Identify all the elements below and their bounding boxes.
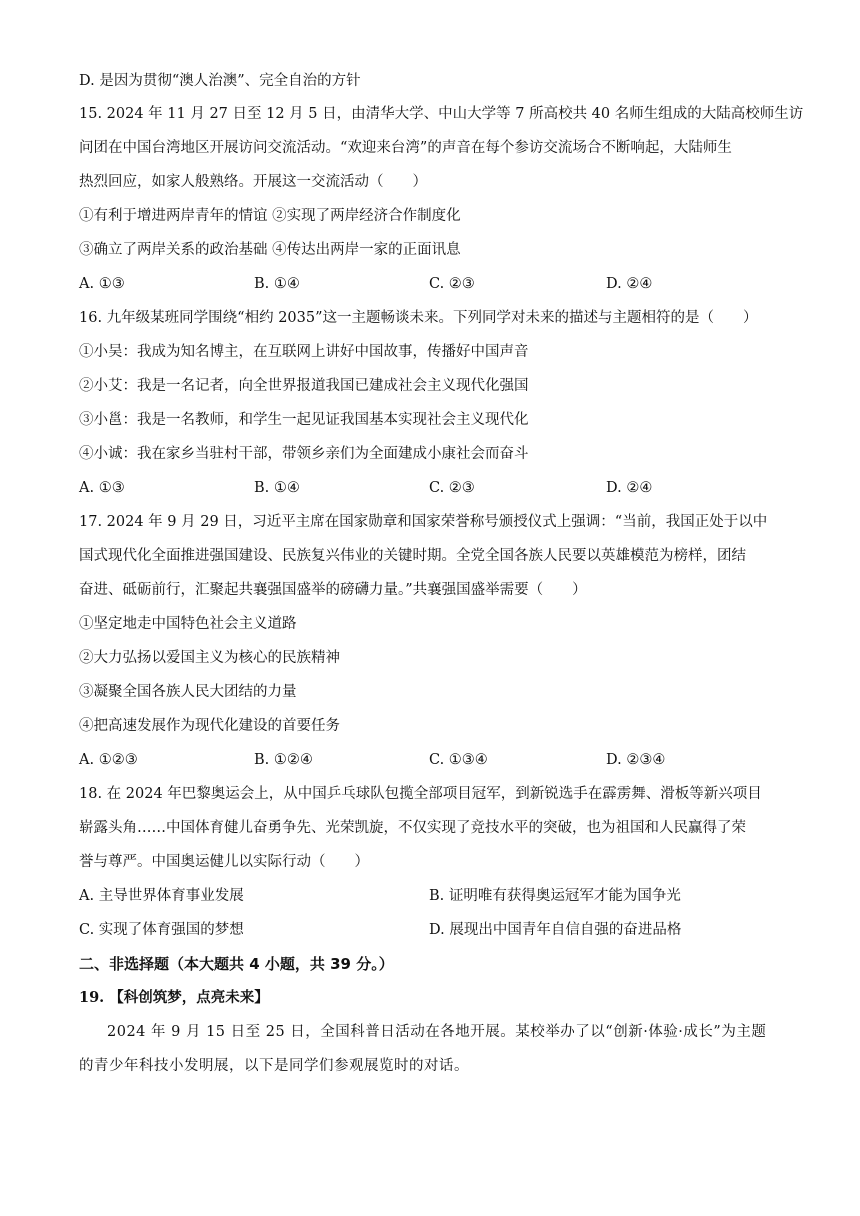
q18-stem-line-1: 18. 在 2024 年巴黎奥运会上，从中国乒乓球队包揽全部项目冠军，到新锐选手在霹雳舞、滑板等新兴项目 (79, 786, 762, 802)
q17-option-a[interactable]: A. ①②③ (79, 752, 138, 768)
q19-para-line-2: 的青少年科技小发明展，以下是同学们参观展览时的对话。 (79, 1058, 469, 1074)
q15-option-b[interactable]: B. ①④ (254, 276, 300, 292)
section-2-title: 二、非选择题（本大题共 4 小题，共 39 分。） (79, 955, 394, 973)
q17-stem-line-3: 奋进、砥砺前行，汇聚起共襄强国盛举的磅礴力量。”共襄强国盛举需要（ ） (79, 582, 587, 598)
q17-item-3: ③凝聚全国各族人民大团结的力量 (79, 684, 297, 700)
q17-option-d[interactable]: D. ②③④ (606, 752, 666, 768)
q15-stem-line-3: 热烈回应，如家人般熟络。开展这一交流活动（ ） (79, 174, 427, 190)
q16-item-1: ①小吴：我成为知名博主，在互联网上讲好中国故事，传播好中国声音 (79, 344, 529, 360)
q16-option-b[interactable]: B. ①④ (254, 480, 300, 496)
q19-para-line-1: 2024 年 9 月 15 日至 25 日，全国科普日活动在各地开展。某校举办了以“创新·体验·成长”为主题 (107, 1024, 767, 1040)
q17-option-c[interactable]: C. ①③④ (429, 752, 488, 768)
q18-option-d[interactable]: D. 展现出中国青年自信自强的奋进品格 (429, 922, 682, 938)
q18-stem-line-2: 崭露头角……中国体育健儿奋勇争先、光荣凯旋，不仅实现了竞技水平的突破，也为祖国和人民赢得了荣 (79, 820, 746, 836)
q16-item-2: ②小艾：我是一名记者，向全世界报道我国已建成社会主义现代化强国 (79, 378, 529, 394)
q15-item-line-1: ①有利于增进两岸青年的情谊 ②实现了两岸经济合作制度化 (79, 208, 461, 224)
q18-option-b[interactable]: B. 证明唯有获得奥运冠军才能为国争光 (429, 888, 681, 904)
q15-option-a[interactable]: A. ①③ (79, 276, 125, 292)
q18-option-a[interactable]: A. 主导世界体育事业发展 (79, 888, 244, 904)
q15-item-line-2: ③确立了两岸关系的政治基础 ④传达出两岸一家的正面讯息 (79, 242, 461, 258)
q14-option-d: D. 是因为贯彻“澳人治澳”、完全自治的方针 (79, 73, 361, 89)
q17-stem-line-2: 国式现代化全面推进强国建设、民族复兴伟业的关键时期。全党全国各族人民要以英雄模范为榜样，团结 (79, 548, 746, 564)
q16-stem-line-1: 16. 九年级某班同学围绕“相约 2035”这一主题畅谈未来。下列同学对未来的描述与主题相符的是（ ） (79, 310, 758, 326)
q15-option-c[interactable]: C. ②③ (429, 276, 475, 292)
q16-option-c[interactable]: C. ②③ (429, 480, 475, 496)
q15-stem-line-2: 问团在中国台湾地区开展访问交流活动。“欢迎来台湾”的声音在每个参访交流场合不断响起，大陆师生 (79, 140, 732, 156)
q17-item-1: ①坚定地走中国特色社会主义道路 (79, 616, 297, 632)
q18-stem-line-3: 誉与尊严。中国奥运健儿以实际行动（ ） (79, 854, 369, 870)
q17-stem-line-1: 17. 2024 年 9 月 29 日，习近平主席在国家勋章和国家荣誉称号颁授仪式上强调：“当前，我国正处于以中 (79, 514, 768, 530)
q16-item-3: ③小邕：我是一名教师，和学生一起见证我国基本实现社会主义现代化 (79, 412, 529, 428)
q16-option-a[interactable]: A. ①③ (79, 480, 125, 496)
q15-stem-line-1: 15. 2024 年 11 月 27 日至 12 月 5 日，由清华大学、中山大学等 7 所高校共 40 名师生组成的大陆高校师生访 (79, 106, 804, 122)
q19-heading: 19. 【科创筑梦，点亮未来】 (79, 989, 269, 1006)
q16-item-4: ④小诚：我在家乡当驻村干部，带领乡亲们为全面建成小康社会而奋斗 (79, 446, 529, 462)
q18-option-c[interactable]: C. 实现了体育强国的梦想 (79, 922, 244, 938)
q16-option-d[interactable]: D. ②④ (606, 480, 653, 496)
q17-item-2: ②大力弘扬以爱国主义为核心的民族精神 (79, 650, 340, 666)
q17-option-b[interactable]: B. ①②④ (254, 752, 313, 768)
q15-option-d[interactable]: D. ②④ (606, 276, 653, 292)
q17-item-4: ④把高速发展作为现代化建设的首要任务 (79, 718, 340, 734)
